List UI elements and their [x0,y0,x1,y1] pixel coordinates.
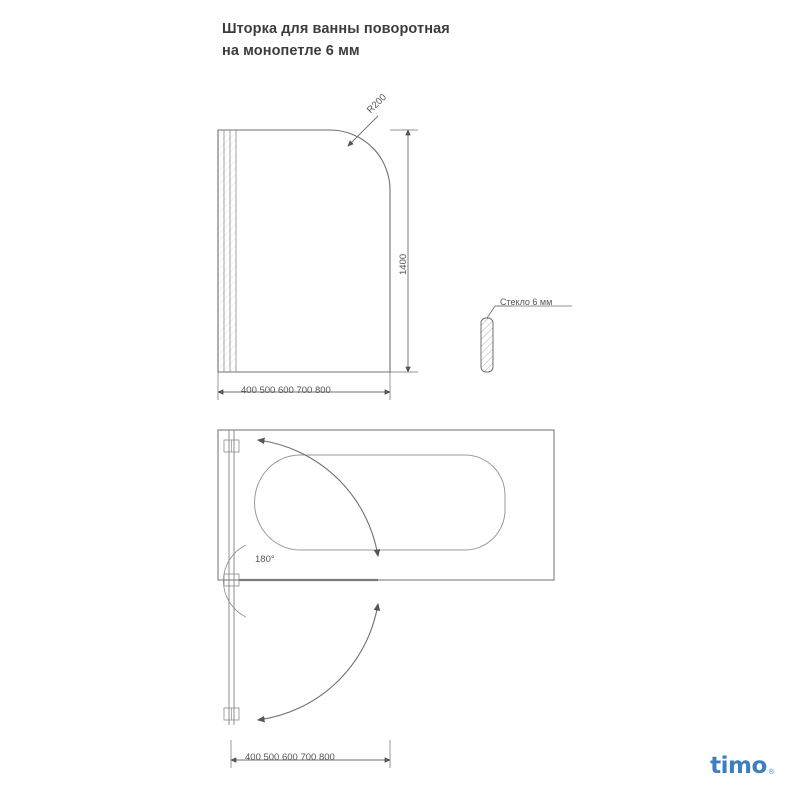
radius-label: R200 [365,91,389,116]
widths-bottom-label: 400 500 600 700 800 [245,752,335,763]
plan-swing-view [218,430,554,768]
logo-registered-mark: ® [768,769,774,776]
front-elevation-view [160,116,418,400]
brand-logo [710,755,774,778]
glass-thickness-label: Стекло 6 мм [500,297,553,307]
glass-section-view [481,306,572,372]
angle-label: 180° [255,554,275,565]
page-title-line-1: Шторка для ванны поворотная [222,21,450,37]
logo-wordmark: timo [710,753,767,779]
height-dimension-label: 1400 [398,253,409,275]
widths-top-label: 400 500 600 700 800 [241,385,331,396]
page-title-line-2: на монопетле 6 мм [222,43,360,59]
